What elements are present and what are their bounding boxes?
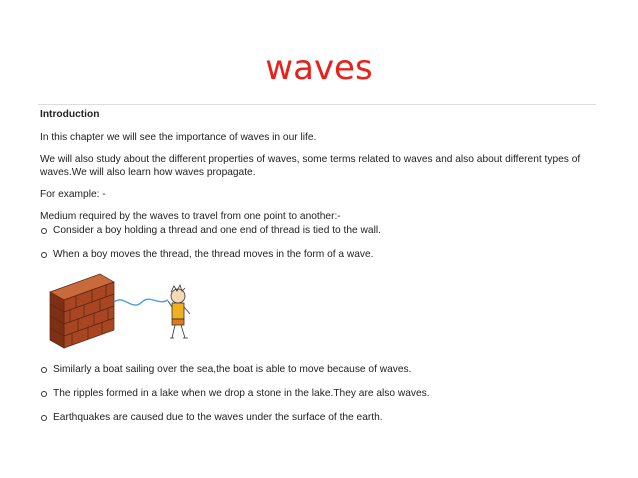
circle-bullet-icon xyxy=(41,391,47,397)
circle-bullet-icon xyxy=(41,415,47,421)
circle-bullet-icon xyxy=(41,228,47,234)
boy-figure-icon xyxy=(168,285,190,338)
list-item-text: Consider a boy holding a thread and one end of thread is tied to the wall. xyxy=(53,225,381,236)
slide-title: waves xyxy=(265,48,373,88)
bullet-list-thread xyxy=(40,224,596,261)
section-heading: Introduction xyxy=(40,109,100,120)
list-item-text: The ripples formed in a lake when we drop a stone in the lake.They are also waves. xyxy=(53,388,430,399)
paragraph-intro: In this chapter we will see the importance of waves in our life. xyxy=(40,132,317,143)
list-item xyxy=(40,387,596,400)
list-item xyxy=(40,248,596,261)
paragraph-properties: We will also study about the different properties of waves, some terms related to waves and also about different types of waves.We will also learn how waves propagate. xyxy=(40,154,581,178)
list-item xyxy=(40,363,596,376)
paragraph-example: For example: - xyxy=(40,189,106,200)
thread-wave-icon xyxy=(114,299,168,305)
circle-bullet-icon xyxy=(41,252,47,258)
bullet-list-examples xyxy=(40,363,596,424)
list-item xyxy=(40,224,596,237)
title-divider xyxy=(38,104,596,105)
list-item-text: Similarly a boat sailing over the sea,the boat is able to move because of waves. xyxy=(53,364,412,375)
list-item-text: Earthquakes are caused due to the waves under the surface of the earth. xyxy=(53,412,383,423)
list-item-text: When a boy moves the thread, the thread moves in the form of a wave. xyxy=(53,249,374,260)
paragraph-medium: Medium required by the waves to travel from one point to another:- xyxy=(40,211,341,222)
brick-wall-icon xyxy=(50,274,114,348)
circle-bullet-icon xyxy=(41,367,47,373)
wall-thread-boy-illustration xyxy=(40,272,596,350)
slide-content xyxy=(40,108,596,435)
illustration-drawing xyxy=(40,272,210,350)
list-item xyxy=(40,411,596,424)
